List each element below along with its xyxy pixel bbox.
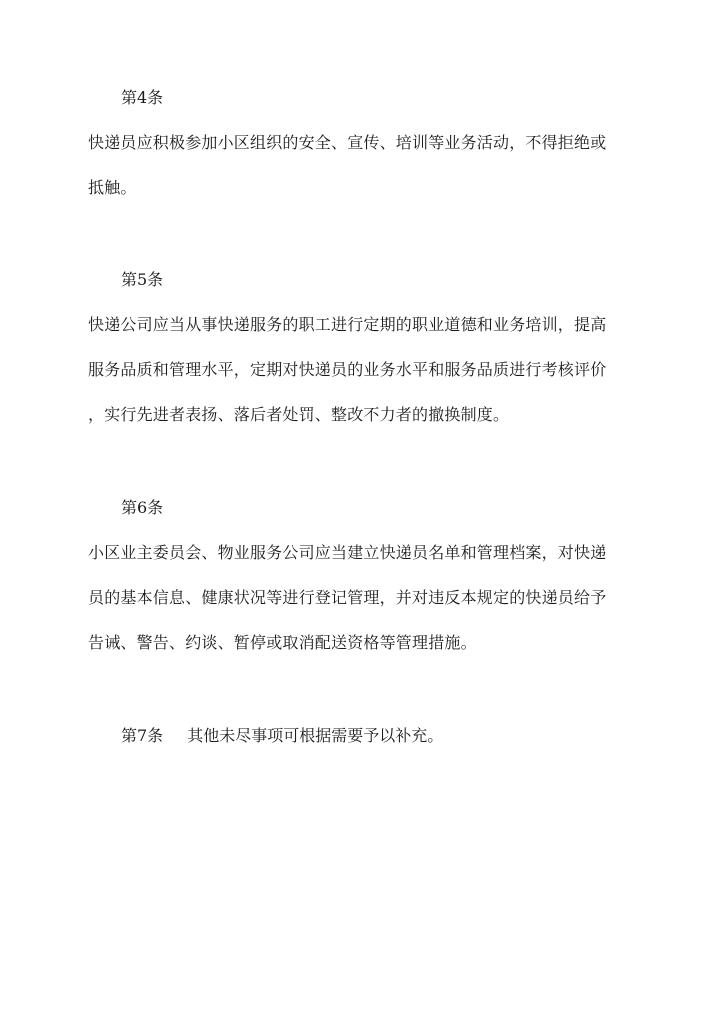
article-5-line-2: 服务品质和管理水平，定期对快递员的业务水平和服务品质进行考核评价 [88, 360, 607, 379]
article-6-line-2: 员的基本信息、健康状况等进行登记管理，并对违反本规定的快递员给予 [88, 588, 607, 607]
article-5-line-3: ，实行先进者表扬、落后者处罚、整改不力者的撤换制度。 [88, 405, 510, 424]
article-4-line-1: 快递员应积极参加小区组织的安全、宣传、培训等业务活动，不得拒绝或 [88, 133, 607, 152]
article-5-heading: 第5条 [121, 270, 164, 289]
article-7-text: 其他未尽事项可根据需要予以补充。 [187, 726, 444, 745]
article-4-line-2: 抵触。 [88, 178, 137, 197]
article-6-heading: 第6条 [121, 498, 164, 517]
article-6-line-1: 小区业主委员会、物业服务公司应当建立快递员名单和管理档案，对快递 [88, 543, 607, 562]
article-7 [121, 726, 443, 746]
article-4-heading: 第4条 [121, 88, 164, 107]
article-6-line-3: 告诫、警告、约谈、暂停或取消配送资格等管理措施。 [88, 633, 477, 652]
article-7-heading: 第7条 [121, 726, 164, 745]
article-5-line-1: 快递公司应当从事快递服务的职工进行定期的职业道德和业务培训，提高 [88, 315, 607, 334]
